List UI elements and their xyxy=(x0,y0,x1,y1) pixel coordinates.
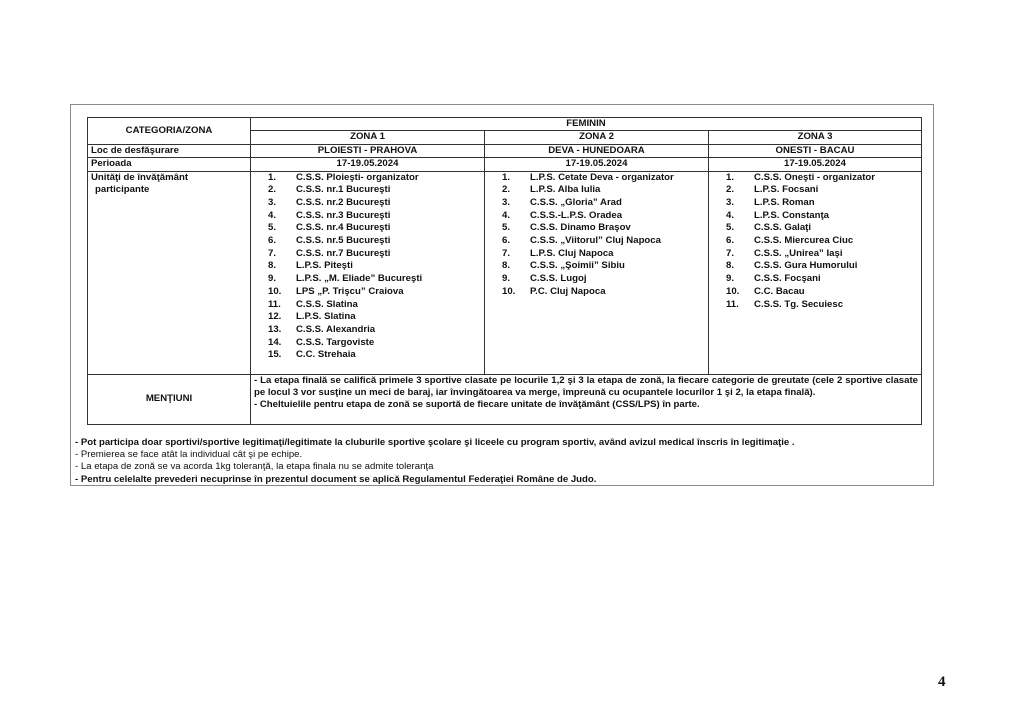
list-item-name: LPS „P. Trişcu” Craiova xyxy=(296,285,404,297)
list-item-number: 2. xyxy=(726,184,735,196)
list-item-name: C.S.S. nr.5 Bucureşti xyxy=(296,235,391,247)
list-item-name: C.S.S.-L.P.S. Oradea xyxy=(530,209,623,221)
zone-2-period: 17-19.05.2024 xyxy=(485,158,709,171)
note-tolerance: - La etapa de zonă se va acorda 1kg toleranţă, la etapa finala nu se admite toleranţa xyxy=(75,461,434,473)
mention-costs: - Cheltuielile pentru etapa de zonă se suportă de fiecare unitate de învăţământ (CSS/LPS) în parte. xyxy=(254,399,700,411)
list-item-name: C.S.S. Alexandria xyxy=(296,323,376,335)
list-item xyxy=(254,184,481,197)
list-item-name: C.S.S. Tg. Secuiesc xyxy=(754,298,844,310)
list-item xyxy=(254,311,481,324)
list-item xyxy=(254,260,481,273)
list-item-name: C.S.S. „Gloria” Arad xyxy=(530,197,622,208)
zone-2-units xyxy=(485,171,709,374)
list-item-number: 11. xyxy=(268,298,281,310)
list-item xyxy=(254,349,481,362)
list-item-number: 15. xyxy=(268,349,282,361)
list-item xyxy=(254,172,481,185)
list-item-number: 5. xyxy=(268,222,277,234)
period-label: Perioada xyxy=(88,158,251,171)
list-item-name: C.S.S. Dinamo Braşov xyxy=(530,222,631,234)
list-item-number: 10. xyxy=(726,285,740,297)
list-item xyxy=(254,337,481,350)
list-item-name: C.S.S. „Unirea” Iaşi xyxy=(754,247,843,259)
list-item xyxy=(712,286,918,299)
note-eligibility: - Pot participa doar sportivi/sportive legitimaţi/legitimate la cluburile sportive şcolare şi liceele cu program sportiv, având avizul medical înscris în legitimaţie . xyxy=(75,437,795,448)
list-item-name: C.S.S. Ploieşti- organizator xyxy=(296,171,419,183)
list-item-name: P.C. Cluj Napoca xyxy=(530,285,606,297)
list-item-number: 7. xyxy=(726,247,735,259)
mentions-content xyxy=(251,374,922,424)
list-item xyxy=(712,222,918,235)
zone-2-location: DEVA - HUNEDOARA xyxy=(485,144,709,157)
zone-1-period: 17-19.05.2024 xyxy=(251,158,485,171)
zone-1-location: PLOIESTI - PRAHOVA xyxy=(251,144,485,157)
mentions-label: MENŢIUNI xyxy=(88,374,251,424)
list-item-name: L.P.S. Constanţa xyxy=(754,209,829,221)
list-item-number: 6. xyxy=(502,235,511,247)
list-item xyxy=(712,235,918,248)
page-number: 4 xyxy=(938,674,946,690)
list-item xyxy=(712,172,918,185)
list-item-name: L.P.S. Alba Iulia xyxy=(530,184,601,196)
list-item xyxy=(254,222,481,235)
list-item xyxy=(488,273,705,286)
list-item-name: C.S.S. Oneşti - organizator xyxy=(754,171,876,183)
list-item-number: 3. xyxy=(726,197,735,208)
list-item xyxy=(488,235,705,248)
list-item xyxy=(488,248,705,261)
units-label xyxy=(88,171,251,374)
list-item-name: C.S.S. Slatina xyxy=(296,298,358,310)
units-label-line-2: participante xyxy=(95,184,150,196)
list-item xyxy=(254,248,481,261)
list-item-number: 8. xyxy=(268,260,277,272)
list-item-name: L.P.S. Roman xyxy=(754,197,815,208)
zone-1-unit-list xyxy=(254,172,481,362)
list-item-number: 6. xyxy=(726,235,735,247)
list-item-number: 14. xyxy=(268,336,282,348)
zone-2-unit-list xyxy=(488,172,705,299)
list-item-number: 8. xyxy=(502,260,511,272)
list-item-name: C.S.S. „Şoimii” Sibiu xyxy=(530,260,625,272)
list-item-number: 11. xyxy=(726,298,739,310)
feminin-header: FEMININ xyxy=(251,118,922,131)
list-item-number: 5. xyxy=(502,222,511,234)
list-item xyxy=(254,210,481,223)
list-item-number: 4. xyxy=(502,209,511,221)
list-item-number: 6. xyxy=(268,235,277,247)
list-item-number: 4. xyxy=(726,209,735,221)
list-item-number: 8. xyxy=(726,260,735,272)
list-item-name: C.C. Bacau xyxy=(754,285,805,297)
footer-notes xyxy=(75,437,795,486)
list-item-name: C.S.S. Gura Humorului xyxy=(754,260,858,272)
list-item xyxy=(488,184,705,197)
list-item-name: L.P.S. Focsani xyxy=(754,184,819,196)
list-item-name: L.P.S. Slatina xyxy=(296,311,356,323)
zone-3-units xyxy=(709,171,922,374)
list-item xyxy=(254,324,481,337)
list-item-name: L.P.S. Piteşti xyxy=(296,260,353,272)
list-item xyxy=(712,273,918,286)
list-item xyxy=(712,248,918,261)
zone-3-location: ONESTI - BACAU xyxy=(709,144,922,157)
list-item-number: 12. xyxy=(268,311,282,323)
note-awards: - Premierea se face atât la individual cât şi pe echipe. xyxy=(75,449,303,461)
zone-3-period: 17-19.05.2024 xyxy=(709,158,922,171)
list-item xyxy=(488,172,705,185)
list-item-number: 7. xyxy=(502,247,511,259)
document-frame xyxy=(70,104,934,486)
list-item xyxy=(488,286,705,299)
list-item-number: 2. xyxy=(502,184,511,196)
list-item-number: 1. xyxy=(268,171,277,183)
list-item xyxy=(254,299,481,312)
list-item-name: L.P.S. „M. Eliade” Bucureşti xyxy=(296,273,423,285)
list-item-number: 10. xyxy=(268,285,282,297)
units-label-line-1: Unităţi de învăţământ xyxy=(91,171,189,183)
category-zone-header: CATEGORIA/ZONA xyxy=(88,118,251,145)
note-regulations: - Pentru celelalte prevederi necuprinse în prezentul document se aplică Regulamentul Federaţiei Române de Judo. xyxy=(75,473,597,485)
list-item xyxy=(488,222,705,235)
list-item-number: 9. xyxy=(502,273,511,285)
zone-3-header: ZONA 3 xyxy=(709,131,922,144)
list-item-name: C.S.S. Miercurea Ciuc xyxy=(754,235,854,247)
list-item xyxy=(712,197,918,210)
list-item xyxy=(712,184,918,197)
zone-1-header: ZONA 1 xyxy=(251,131,485,144)
list-item-number: 2. xyxy=(268,184,277,196)
list-item-name: L.P.S. Cetate Deva - organizator xyxy=(530,171,674,183)
list-item-number: 4. xyxy=(268,209,277,221)
zone-1-units xyxy=(251,171,485,374)
list-item-number: 10. xyxy=(502,285,516,297)
list-item-name: C.S.S. nr.4 Bucureşti xyxy=(296,222,391,234)
list-item-number: 7. xyxy=(268,247,277,259)
list-item-number: 3. xyxy=(502,197,511,208)
list-item-number: 13. xyxy=(268,323,282,335)
zone-2-header: ZONA 2 xyxy=(485,131,709,144)
list-item-number: 5. xyxy=(726,222,735,234)
list-item-name: C.S.S. „Viitorul” Cluj Napoca xyxy=(530,235,661,247)
list-item xyxy=(254,235,481,248)
list-item-name: C.S.S. Galaţi xyxy=(754,222,812,234)
list-item-name: C.S.S. nr.7 Bucureşti xyxy=(296,247,391,259)
mention-qualification: - La etapa finală se califică primele 3 sportive clasate pe locurile 1,2 şi 3 la etapa de zonă, la fiecare categorie de greutate (cele 2 sportive clasate pe locul 3 vor susţine un meci de baraj, iar învingătoarea va merge, împreună cu ocupantele locurilor 1 şi 2, la etapa finală). xyxy=(254,374,918,398)
list-item xyxy=(488,210,705,223)
list-item xyxy=(712,210,918,223)
list-item xyxy=(488,197,705,210)
list-item xyxy=(712,260,918,273)
list-item-name: C.S.S. nr.2 Bucureşti xyxy=(296,197,391,208)
list-item-name: C.S.S. Lugoj xyxy=(530,273,587,285)
location-label: Loc de desfăşurare xyxy=(88,144,251,157)
list-item xyxy=(254,286,481,299)
zone-3-unit-list xyxy=(712,172,918,312)
list-item-name: C.S.S. nr.1 Bucureşti xyxy=(296,184,391,196)
list-item-name: C.S.S. Focşani xyxy=(754,273,821,285)
competition-table xyxy=(87,117,922,425)
list-item-number: 9. xyxy=(726,273,735,285)
list-item xyxy=(254,197,481,210)
list-item-name: C.C. Strehaia xyxy=(296,349,356,361)
list-item xyxy=(712,299,918,312)
list-item-number: 1. xyxy=(502,171,511,183)
list-item-name: L.P.S. Cluj Napoca xyxy=(530,247,614,259)
list-item-name: C.S.S. Targoviste xyxy=(296,336,375,348)
list-item-name: C.S.S. nr.3 Bucureşti xyxy=(296,209,391,221)
list-item xyxy=(254,273,481,286)
list-item xyxy=(488,260,705,273)
list-item-number: 9. xyxy=(268,273,277,285)
list-item-number: 1. xyxy=(726,171,735,183)
list-item-number: 3. xyxy=(268,197,277,208)
